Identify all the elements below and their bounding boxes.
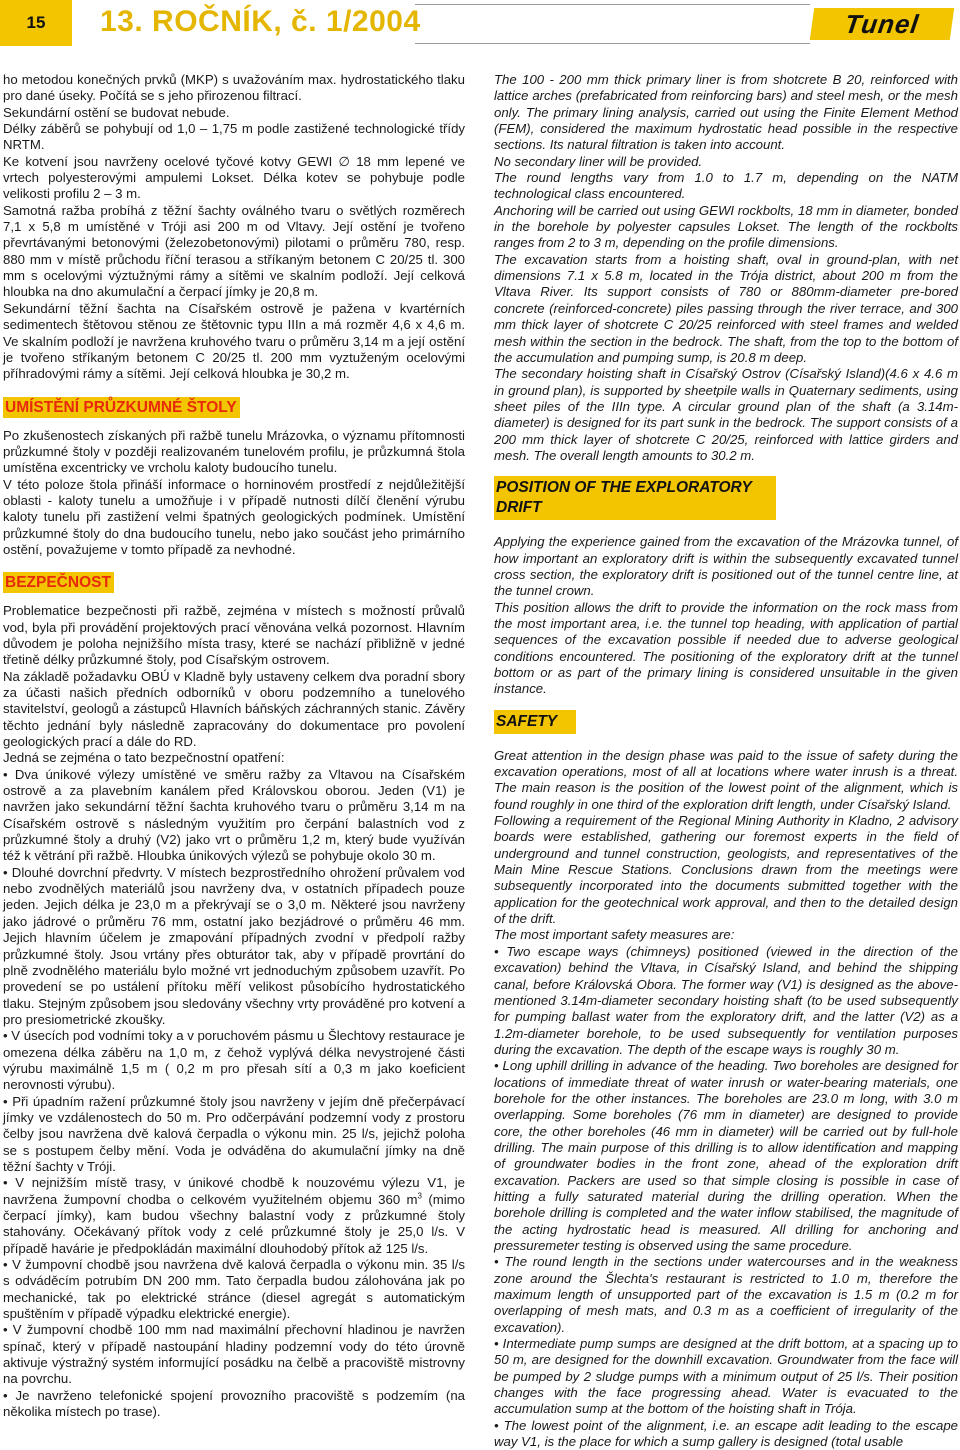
bullet-paragraph: • Two escape ways (chimneys) positioned (viewed in the direction of the excavation) behind the Vltava, in Císařský Island, and behind the shipping canal, before Královská Obora. The former way (V1) is designed as the above-mentioned 3.14m-diameter secondary hoisting shaft (to be used subsequently for pumping ballast water from the exploratory drift, and the latter (V2) as a 1.2m-diameter borehole, to be used subsequently for ventilation purposes during the excavation. The depth of the escape ways is roughly 30 m. xyxy=(494,943,958,1057)
paragraph: V této poloze štola přináší informace o horninovém prostředí z nejdůležitější oblasti - kaloty tunelu a umožňuje i v případě nutnosti dílčí členění výrubu kaloty tunelu při zastižení velmi špatných geologických podmínek. Umístění průzkumné štoly do dna budoucího tunelu, nebo jako součást jeho primárního ostění, považujeme v tomto případě za nevhodné. xyxy=(3,476,465,557)
bullet-paragraph: • Je navrženo telefonické spojení provozního pracoviště s podzemím (na několika místech po trase). xyxy=(3,1387,465,1420)
section-heading-wrap xyxy=(3,397,465,418)
paragraph: Problematice bezpečnosti při ražbě, zejména v místech s možností průvalů vod, byla při provádění projektových prací věnována velká pozornost. Hlavním důvodem je poloha nejnižšího místa trasy, které se nachází přibližně v jedné třetině délky průzkumné štoly, pod Císařským ostrovem. xyxy=(3,603,465,668)
bullet-paragraph: • Dva únikové výlezy umístěné ve směru ražby za Vltavou na Císařském ostrově a za plavebním kanálem před Královskou oborou. Jeden (V1) je navržen jako sekundární těžní šachta kruhového tvaru o průměru 3,14 m na Císařském ostrově s následným využitím pro čerpání balastních vod z průzkumné štoly a druhý (V2) jako vrt o průměru 1,2 m, který bude využíván též k větrání při ražbě. Hloubka únikových výlezů se pohybuje okolo 30 m. xyxy=(3,766,465,864)
paragraph: Anchoring will be carried out using GEWI rockbolts, 18 mm in diameter, bonded in the borehole by polyester capsules Lokset. The length of the rockbolts ranges from 2 to 3 m, depending on the profile dimensions. xyxy=(494,202,958,251)
section-heading: UMÍSTĚNÍ PRŮZKUMNÉ ŠTOLY xyxy=(3,397,240,418)
section-heading: SAFETY xyxy=(494,710,576,734)
page-number: 15 xyxy=(0,0,72,46)
paragraph: Na základě požadavku OBÚ v Kladně byly ustaveny celkem dva poradní sbory za účasti našich předních odborníků v oboru podzemního a tunelového stavitelství, geologů a zástupců Hlavních báňských záchranných stanic. Závěry těchto jednání byly následně zapracovány do dokumentace pro povolení geologických prací a dále do RD. xyxy=(3,668,465,750)
paragraph: Délky záběrů se pohybují od 1,0 – 1,75 m podle zastižené technologické třídy NRTM. xyxy=(3,121,465,153)
tunel-logo: Tunel xyxy=(810,8,954,40)
paragraph: The round lengths vary from 1.0 to 1.7 m, depending on the NATM technological class encountered. xyxy=(494,170,958,202)
paragraph: Jedná se zejména o tato bezpečnostní opatření: xyxy=(3,750,285,766)
paragraph: Ke kotvení jsou navrženy ocelové tyčové kotvy GEWI ∅ 18 mm lepené ve vrtech polyesterovými ampulemi Lokset. Délka kotev se pohybuje podle velikosti profilu 2 – 3 m. xyxy=(3,153,465,202)
paragraph: Sekundární ostění se budovat nebude. xyxy=(3,104,230,120)
paragraph: Samotná ražba probíhá z těžní šachty oválného tvaru o světlých rozměrech 7,1 x 5,8 m umístěné v Tróji asi 200 m od Vltavy. Její ostění je tvořeno převrtávanými betonovými (železobetonovými) pilotami o průměru 780, resp. 880 mm v místě průchodu říční terasou a stříkaným betonem C 20/25 tl. 300 mm s ocelovými výztužnými rámy a sítěmi ve skalním podloží. Její celková hloubka na dno akumulační a čerpací jímky je 20,8 m. xyxy=(3,202,465,300)
section-heading: POSITION OF THE EXPLORATORY DRIFT xyxy=(494,476,776,520)
paragraph: Following a requirement of the Regional Mining Authority in Kladno, 2 advisory boards were established, gathering our foremost experts in the field of underground and tunnel construction, geologists, and representatives of the Main Mine Rescue Stations. Conclusions drawn from the meetings were subsequently incorporated into the documents submitted together with the application for the geotechnical work approval, and then to the detailed design of the drift. xyxy=(494,813,958,927)
bullet-paragraph: • Long uphill drilling in advance of the heading. Two boreholes are designed for locations of immediate threat of water inrush or water-bearing materials, one borehole for the other instances. The boreholes are 23.0 m long, with 3.0 m overlapping. Some boreholes (76 mm in diameter) are designed to provide core, the other boreholes (46 mm in diameter) will be carried out by full-hole drilling. The main purpose of this drilling is to allow identification and mapping of groundwater bodies in the front zone, ahead of the exploration drift excavation. Packers are used so that simple closing is possible in case of hitting a fully saturated material during the drilling operation. When the borehole drilling is completed and the water inflow stabilised, the magnitude of the acting hydrostatic head is measured. All drilling for anchoring and pressuremeter testing is observed using the same procedure. xyxy=(494,1058,958,1253)
paragraph: Sekundární těžní šachta na Císařském ostrově je pažena v kvartérních sedimentech štětovou stěnou ze štětovnic typu IIIn a má rozměr 4,6 x 4,6 m. Ve skalním podloží je navržena kruhového tvaru o průměru 3,14 m a její ostění je tvořeno stříkaným betonem C 20/25 tl. 200 mm vyztuženým ocelovými příhradovými rámy a sítěmi. Její celková hloubka je 30,2 m. xyxy=(3,300,465,382)
bullet-paragraph: • Intermediate pump sumps are designed at the drift bottom, at a spacing up to 50 m, are designed for the downhill excavation. Groundwater from the face will be pumped by 2 sludge pumps with a minimum output of 25 l/s. Their position changes with the face progressing ahead. Water is evacuated to the accumulation sump at the bottom of the hoisting shaft in Trója. xyxy=(494,1336,958,1417)
section-heading-wrap xyxy=(3,572,465,593)
text-span: (mimo čerpací jímky), kam budou všechny balastní vody z průzkumné štoly stahovány. Očekávaný přítok vody z celé průzkumné štoly je 25,0 l/s. V případě havárie je předpokládán maximální dlouhodobý přítok až 125 l/s. xyxy=(3,1191,465,1256)
paragraph: Po zkušenostech získaných při ražbě tunelu Mrázovka, o významu přítomnosti průzkumné štoly v později realizovaném tunelovém profilu, je průzkumná štola umístěna excentricky ve vrcholu kaloty budoucího tunelu. xyxy=(3,427,465,476)
bullet-paragraph: • Při úpadním ražení průzkumné štoly jsou navrženy v jejím dně přečerpávací jímky ve vzdálenostech do 50 m. Pro odčerpávání podzemní vody z prostoru čelby jsou navržena dvě kalová čerpadla o výkonu min. 25 l/s, jejichž poloha se s postupem čelby mění. Voda je odváděna do akumulační jímky na dně těžní šachty v Tróji. xyxy=(3,1093,465,1174)
page-header xyxy=(0,0,960,46)
bullet-paragraph: • V žumpovní chodbě 100 mm nad maximální přechovní hladinou je navržen spínač, který v případě nastoupání hladiny podzemní vody do této úrovně aktivuje výstražný systém informující posádku na čelbě a pracoviště mistrovny na povrchu. xyxy=(3,1322,465,1387)
english-column xyxy=(494,72,958,1450)
superscript: 3 xyxy=(417,1191,422,1201)
paragraph: Applying the experience gained from the excavation of the Mrázovka tunnel, of how important an exploratory drift is within the subsequently excavated tunnel cross section, the exploratory drift is positioned out of the tunnel centre line, at the tunnel crown. xyxy=(494,534,958,599)
section-heading-wrap xyxy=(494,710,958,734)
bullet-paragraph xyxy=(3,1175,465,1257)
section-heading: BEZPEČNOST xyxy=(3,572,114,593)
bullet-paragraph: • The lowest point of the alignment, i.e. an escape adit leading to the escape way V1, is the place for which a sump gallery is designed (total usable xyxy=(494,1417,958,1450)
bullet-paragraph: • V úsecích pod vodními toky a v poruchovém pásmu u Šlechtovy restaurace je omezena délka záběru na 1,0 m, z čehož vyplývá délka nevystrojené části výrubu maximálně 1,5 m ( 0,2 m pro přesah sítí a 0,3 m jako koeficient nerovnosti výrubu). xyxy=(3,1028,466,1093)
paragraph: The secondary hoisting shaft in Císařský Ostrov (Císařský Island)(4.6 x 4.6 m in ground plan), is supported by sheetpile walls in Quaternary sediments, using sheet piles of the IIIn type. A circular ground plan of the shaft (a 3.14m-diameter) is designed for its part sunk in the bedrock. The support consists of a 200 mm thick layer of shotcrete C 20/25, reinforced with lattice girders and mesh. The overall length amounts to 30.2 m. xyxy=(494,366,958,463)
text-span: • V nejnižším místě trasy, v únikové chodbě k nouzovému výlezu V1, je navržena žumpovní chodba o celkovém využitelném objemu 360 m xyxy=(3,1175,465,1207)
paragraph: This position allows the drift to provide the information on the rock mass from the most important area, i.e. the tunnel top heading, with application of partial sequences of the excavation possible if needed due to adverse geological conditions encountered. The positioning of the exploratory drift at the tunnel bottom or as part of the primary lining is considered unsuitable in the given instance. xyxy=(494,599,958,697)
section-heading-wrap xyxy=(494,476,958,520)
czech-column xyxy=(3,72,465,1420)
paragraph: No secondary liner will be provided. xyxy=(494,153,703,169)
bullet-paragraph: • Dlouhé dovrchní předvrty. V místech bezprostředního ohrožení průvalem vod nebo zvodnělých materiálů jsou navrženy dva, v ostatních případech pouze jeden. Jejich délka je 23,0 m a překrývají se o 3,0 m. Některé jsou navrženy jako jádrové o průměru 76 mm, ostatní jako bezjádrové o průměru 46 mm. Jejich hlavním účelem je zmapování případných zvodní v předpolí ražby průzkumné štoly. Jsou vrtány přes obturátor tak, aby v případě provrtání do plně zvodnělého materiálu bylo možné vrt jednoduchým způsobem uzavřít. Po provedení se po ustálení přítoku měří velikost působícího hydrostatického tlaku. Stejným způsobem jsou sledovány všechny vrty prováděné pro kotvení a pro presiometrické zkoušky. xyxy=(3,864,465,1027)
paragraph: The excavation starts from a hoisting shaft, oval in ground-plan, with net dimensions 7.1 x 5.8 m, located in the Trója district, about 200 m from the Vltava River. Its support consists of 780 or 880mm-diameter pre-bored concrete (reinforced-concrete) piles passing through the river terrace, and 300 mm thick layer of shotcrete C 20/25 reinforced with steel frames and welded mesh within the section in the bedrock. The shaft, from the top to the bottom of the accumulation and pumping sump, is 20.8 m deep. xyxy=(494,251,958,365)
paragraph: ho metodou konečných prvků (MKP) s uvažováním max. hydrostatického tlaku pro dané úseky. Počítá se s jeho přirozenou filtrací. xyxy=(3,72,465,104)
paragraph: The most important safety measures are: xyxy=(494,927,735,943)
bullet-paragraph: • The round length in the sections under watercourses and in the weakness zone around the Šlechta's restaurant is restricted to 1.0 m, therefore the maximum length of unsupported part of the excavation is 1.5 m (0.2 m for overlapping of mesh mats, and 0.3 m as a coefficient of irregularity of the excavation). xyxy=(494,1254,958,1335)
paragraph: Great attention in the design phase was paid to the issue of safety during the excavation operations, most of all at locations where water inrush is a threat. The main reason is the position of the lowest point of the alignment, which is found roughly in one third of the exploration drift length, under Císařský Island. xyxy=(494,747,958,812)
issue-title: 13. ROČNÍK, č. 1/2004 xyxy=(100,5,421,38)
header-rule xyxy=(415,4,810,44)
paragraph: The 100 - 200 mm thick primary liner is from shotcrete B 20, reinforced with lattice arches (prefabricated from reinforcing bars) and steel mesh, or the mesh only. The primary lining analysis, carried out using the Finite Element Method (FEM), considered the maximum hydrostatic head possible in the respective sections. Its natural filtration is taken into account. xyxy=(494,72,958,153)
bullet-paragraph: • V žumpovní chodbě jsou navržena dvě kalová čerpadla o výkonu min. 35 l/s s odváděcím potrubím DN 200 mm. Tato čerpadla budou zálohována jak po mechanické, tak po elektrické stránce (diesel agregát s automatickým spuštěním v případě výpadku elektrické energie). xyxy=(3,1257,465,1322)
